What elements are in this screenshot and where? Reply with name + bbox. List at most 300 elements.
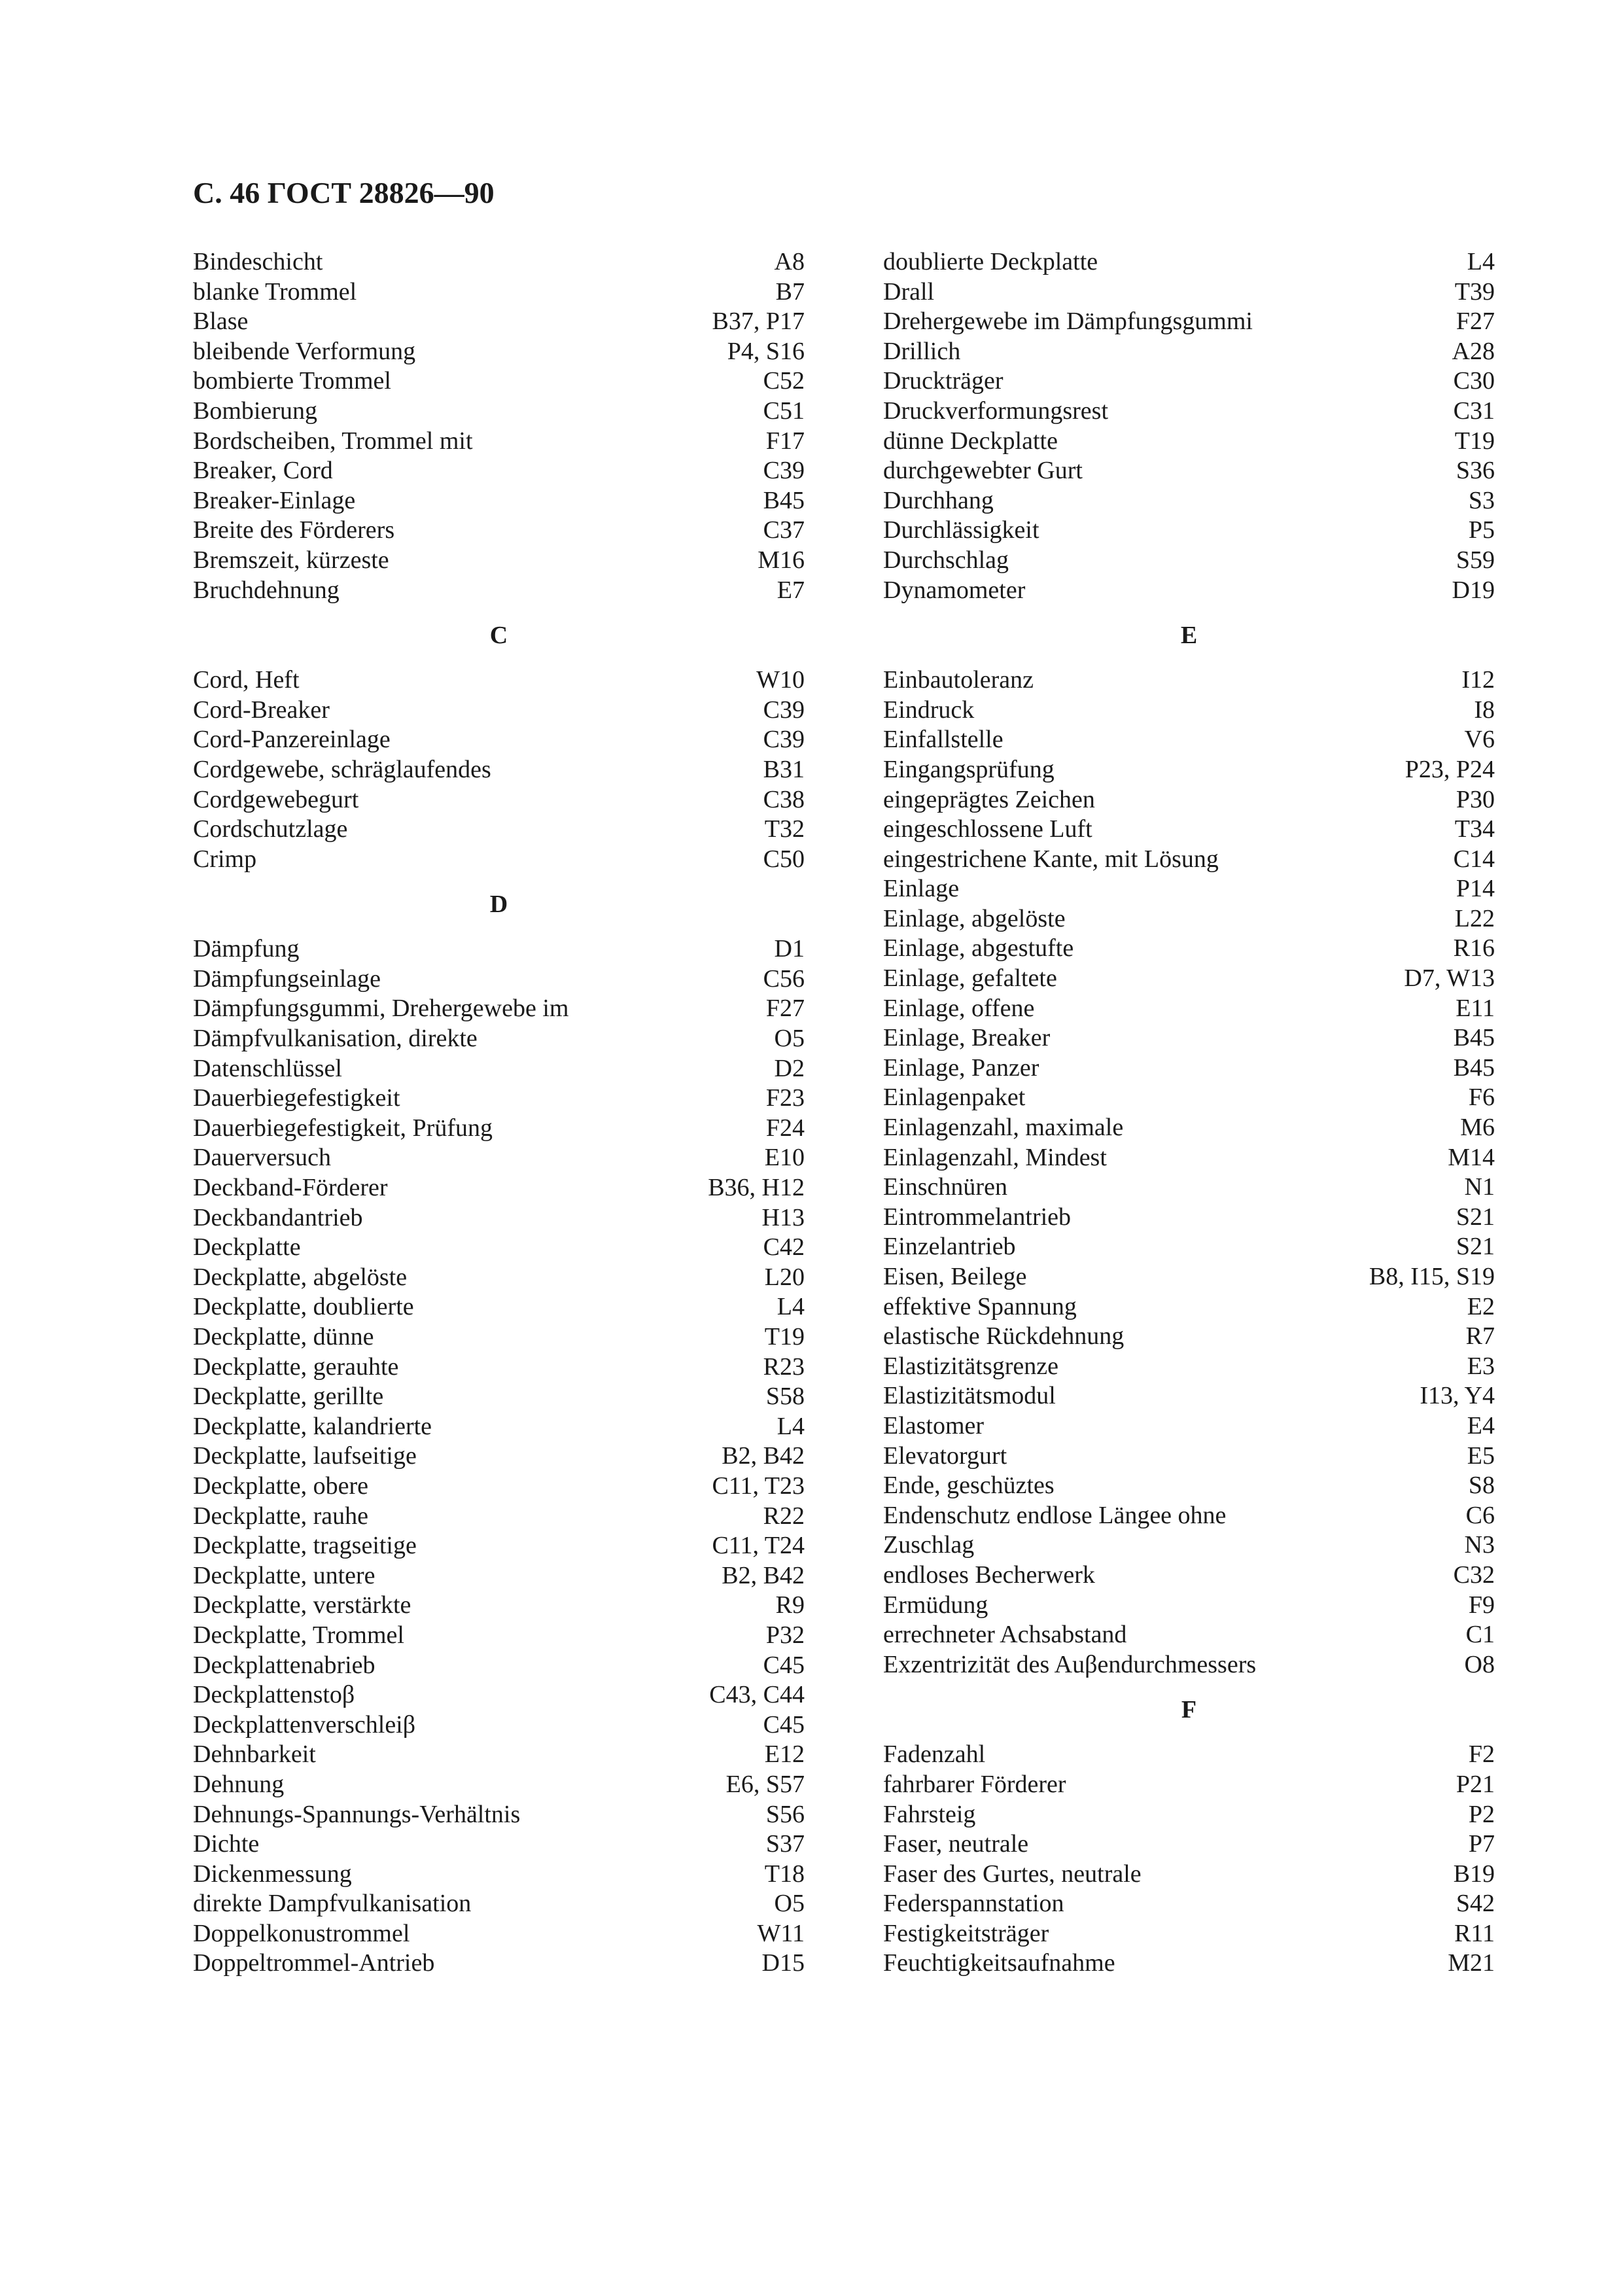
- index-term: Eingangsprüfung: [883, 755, 1055, 783]
- index-term: durchgewebter Gurt: [883, 457, 1083, 485]
- index-code: F6: [1468, 1084, 1495, 1112]
- index-term: Drillich: [883, 337, 961, 365]
- index-term: Einlage, Panzer: [883, 1053, 1039, 1082]
- index-term: Druckverformungsrest: [883, 397, 1109, 425]
- index-term: blanke Trommel: [193, 277, 357, 306]
- index-term: Dynamometer: [883, 576, 1026, 604]
- index-term: Deckplatte, rauhe: [193, 1502, 368, 1530]
- index-code: B37, P17: [712, 308, 805, 336]
- index-code: F23: [765, 1084, 805, 1112]
- index-entry: [883, 427, 1495, 457]
- index-term: Drall: [883, 277, 935, 306]
- index-term: endloses Becherwerk: [883, 1561, 1095, 1589]
- index-code: I12: [1461, 666, 1495, 694]
- index-term: Faser, neutrale: [883, 1830, 1029, 1858]
- index-code: W11: [757, 1919, 805, 1947]
- index-term: Deckplatte, obere: [193, 1472, 368, 1500]
- index-term: Ermüdung: [883, 1591, 988, 1619]
- index-code: E2: [1467, 1292, 1495, 1320]
- index-code: C11, T24: [712, 1532, 805, 1560]
- index-entry: [883, 1262, 1495, 1292]
- index-term: Dickenmessung: [193, 1860, 352, 1888]
- index-term: Deckbandantrieb: [193, 1203, 363, 1231]
- index-term: Einlagenpaket: [883, 1084, 1026, 1112]
- index-code: E6, S57: [725, 1770, 805, 1798]
- index-entry: [193, 1949, 805, 1979]
- index-term: Exzentrizität des Auβendurchmessers: [883, 1650, 1257, 1678]
- index-code: L4: [777, 1412, 805, 1440]
- index-term: Einlage: [883, 875, 960, 903]
- index-entry: [883, 1561, 1495, 1591]
- index-entry: [883, 1889, 1495, 1919]
- index-code: P30: [1456, 785, 1495, 813]
- index-term: Cord, Heft: [193, 666, 300, 694]
- index-term: Deckplattenverschleiβ: [193, 1710, 416, 1739]
- index-code: C31: [1453, 397, 1495, 425]
- index-code: S36: [1456, 457, 1495, 485]
- index-code: O5: [774, 1025, 805, 1053]
- index-code: F2: [1468, 1740, 1495, 1769]
- index-code: B7: [775, 277, 805, 306]
- index-entry: [883, 1471, 1495, 1501]
- index-term: Deckplattenstoβ: [193, 1681, 355, 1709]
- index-entry: [883, 1322, 1495, 1352]
- index-entry: [193, 1889, 805, 1919]
- index-code: E11: [1456, 994, 1495, 1022]
- index-entry: [883, 1083, 1495, 1113]
- index-code: L22: [1454, 904, 1495, 932]
- index-entry: [193, 1591, 805, 1621]
- index-entry: [193, 576, 805, 606]
- index-entry: [193, 1651, 805, 1681]
- index-entry: [193, 1114, 805, 1144]
- index-entry: [193, 427, 805, 457]
- index-entry: [883, 1530, 1495, 1561]
- index-entry: [193, 486, 805, 516]
- index-code: N3: [1464, 1531, 1495, 1559]
- index-term: Einschnüren: [883, 1173, 1007, 1201]
- index-entry: [883, 1740, 1495, 1770]
- section-letter: E: [1180, 622, 1198, 650]
- index-entry: [883, 1143, 1495, 1173]
- index-code: S58: [765, 1383, 805, 1411]
- index-code: E7: [777, 576, 805, 604]
- index-entry: [193, 1621, 805, 1651]
- index-term: Elevatorgurt: [883, 1441, 1007, 1470]
- index-term: Breaker-Einlage: [193, 486, 356, 514]
- index-entry: [883, 1949, 1495, 1979]
- index-code: C43, C44: [709, 1681, 805, 1709]
- index-entry: [193, 1680, 805, 1710]
- index-term: errechneter Achsabstand: [883, 1621, 1127, 1649]
- index-entry: [193, 1740, 805, 1770]
- index-code: H13: [761, 1203, 805, 1231]
- index-entry: [193, 1024, 805, 1054]
- index-term: Dehnungs-Spannungs-Verhältnis: [193, 1800, 521, 1828]
- index-entry: [193, 1860, 805, 1890]
- index-entry: [193, 1412, 805, 1442]
- index-entry: [883, 576, 1495, 606]
- index-term: Doppelkonustrommel: [193, 1919, 410, 1947]
- index-code: F27: [765, 995, 805, 1023]
- index-code: W10: [756, 666, 805, 694]
- index-code: T34: [1454, 815, 1495, 843]
- index-entry: [883, 1292, 1495, 1322]
- index-entry: [193, 665, 805, 696]
- index-entry: [193, 456, 805, 486]
- index-code: A8: [774, 248, 805, 275]
- index-term: doublierte Deckplatte: [883, 248, 1098, 275]
- index-entry: [193, 994, 805, 1024]
- index-code: C56: [763, 964, 805, 993]
- index-entry: [883, 1919, 1495, 1949]
- index-term: Festigkeitsträger: [883, 1919, 1049, 1947]
- index-entry: [193, 1322, 805, 1352]
- index-code: C45: [763, 1710, 805, 1739]
- index-term: Deckplatte, dünne: [193, 1323, 374, 1351]
- index-code: O5: [774, 1890, 805, 1918]
- index-code: M21: [1448, 1949, 1495, 1977]
- index-entry: [883, 1232, 1495, 1262]
- index-code: D1: [774, 935, 805, 963]
- index-term: eingestrichene Kante, mit Lösung: [883, 845, 1219, 873]
- index-entry: [883, 1620, 1495, 1650]
- index-entry: [193, 1084, 805, 1114]
- index-entry: [193, 1263, 805, 1293]
- index-term: Einlagenzahl, maximale: [883, 1114, 1124, 1142]
- index-entry: [193, 755, 805, 785]
- index-code: C30: [1453, 367, 1495, 395]
- index-term: Eintrommelantrieb: [883, 1203, 1072, 1231]
- index-code: C14: [1453, 845, 1495, 873]
- index-entry: [193, 815, 805, 845]
- index-code: B8, I15, S19: [1369, 1263, 1495, 1290]
- index-term: dünne Deckplatte: [883, 427, 1058, 455]
- index-code: P7: [1468, 1830, 1495, 1858]
- index-code: C37: [763, 516, 805, 544]
- index-term: Dehnung: [193, 1770, 285, 1798]
- index-code: R16: [1453, 934, 1495, 963]
- index-term: Deckplatte, abgelöste: [193, 1263, 408, 1291]
- index-entry: [193, 247, 805, 277]
- index-code: S8: [1468, 1472, 1495, 1500]
- index-entry: [193, 1203, 805, 1233]
- index-entry: [193, 1829, 805, 1860]
- index-code: L4: [1467, 248, 1495, 275]
- index-code: T19: [1454, 427, 1495, 455]
- index-entry: [883, 1829, 1495, 1860]
- index-code: C6: [1465, 1501, 1495, 1529]
- index-entry: [883, 845, 1495, 875]
- section-letter: D: [489, 891, 508, 919]
- index-term: Deckplatte, verstärkte: [193, 1591, 411, 1619]
- index-code: P23, P24: [1405, 755, 1495, 783]
- index-entry: [193, 725, 805, 755]
- index-code: B19: [1453, 1860, 1495, 1888]
- index-code: B45: [1453, 1053, 1495, 1082]
- index-code: C11, T23: [712, 1472, 805, 1500]
- index-entry: [193, 1173, 805, 1203]
- index-code: C52: [763, 367, 805, 395]
- index-entry: [883, 815, 1495, 845]
- index-term: Einlage, abgestufte: [883, 934, 1074, 963]
- index-term: Doppeltrommel-Antrieb: [193, 1949, 435, 1977]
- index-term: Durchlässigkeit: [883, 516, 1039, 544]
- index-code: S59: [1456, 546, 1495, 574]
- index-entry: [883, 1770, 1495, 1800]
- index-entry: [883, 1173, 1495, 1203]
- index-entry: [193, 516, 805, 546]
- index-entry: [193, 397, 805, 427]
- index-code: T19: [764, 1323, 805, 1351]
- index-term: Ende, geschüztes: [883, 1472, 1055, 1500]
- index-code: B2, B42: [722, 1442, 805, 1470]
- index-code: S3: [1468, 486, 1495, 514]
- index-code: C39: [763, 696, 805, 724]
- index-entry: [193, 1233, 805, 1263]
- index-term: Deckplattenabrieb: [193, 1651, 375, 1679]
- index-entry: [193, 1441, 805, 1472]
- index-term: Fadenzahl: [883, 1740, 986, 1769]
- index-entry: [883, 1800, 1495, 1830]
- index-entry: [193, 1502, 805, 1532]
- index-code: M14: [1448, 1143, 1495, 1171]
- index-entry: [883, 1411, 1495, 1441]
- index-term: Cordschutzlage: [193, 815, 348, 843]
- index-code: M16: [758, 546, 805, 574]
- index-term: effektive Spannung: [883, 1292, 1077, 1320]
- index-term: Deckplatte, gerauhte: [193, 1352, 399, 1381]
- index-entry: [193, 934, 805, 964]
- index-code: C39: [763, 726, 805, 754]
- index-term: Deckplatte, laufseitige: [193, 1442, 417, 1470]
- index-code: C50: [763, 845, 805, 873]
- index-code: E10: [764, 1144, 805, 1172]
- index-term: Einzelantrieb: [883, 1233, 1016, 1261]
- index-code: B31: [763, 755, 805, 783]
- index-term: Drehergewebe im Dämpfungsgummi: [883, 308, 1253, 336]
- index-code: T39: [1454, 277, 1495, 306]
- index-term: Deckplatte, Trommel: [193, 1621, 404, 1649]
- index-entry: [193, 1352, 805, 1383]
- index-term: Dämpfung: [193, 935, 300, 963]
- index-code: P2: [1468, 1800, 1495, 1828]
- index-entry: [883, 1591, 1495, 1621]
- index-code: B2, B42: [722, 1561, 805, 1589]
- index-entry: [883, 307, 1495, 337]
- index-term: Endenschutz endlose Längee ohne: [883, 1501, 1227, 1529]
- page-header: С. 46 ГОСТ 28826—90: [193, 176, 495, 209]
- index-entry: [193, 964, 805, 995]
- index-term: Datenschlüssel: [193, 1054, 342, 1082]
- index-entry: [883, 1860, 1495, 1890]
- index-term: Dichte: [193, 1830, 260, 1858]
- index-entry: [883, 725, 1495, 755]
- index-code: T32: [764, 815, 805, 843]
- index-code: B45: [1453, 1024, 1495, 1052]
- index-code: C38: [763, 785, 805, 813]
- index-term: elastische Rückdehnung: [883, 1322, 1125, 1351]
- index-term: bleibende Verformung: [193, 337, 416, 365]
- index-code: E4: [1467, 1411, 1495, 1439]
- index-term: Dauerversuch: [193, 1144, 332, 1172]
- index-term: Deckplatte, doublierte: [193, 1293, 414, 1321]
- index-term: Einlage, offene: [883, 994, 1035, 1022]
- index-term: Elastizitätsmodul: [883, 1382, 1056, 1410]
- index-term: Feuchtigkeitsaufnahme: [883, 1949, 1115, 1977]
- index-entry: [883, 904, 1495, 934]
- index-code: S56: [765, 1800, 805, 1828]
- index-column-left: [193, 247, 805, 1979]
- index-term: Elastomer: [883, 1411, 985, 1439]
- index-term: Dauerbiegefestigkeit: [193, 1084, 400, 1112]
- index-entry: [883, 964, 1495, 994]
- index-term: direkte Dampfvulkanisation: [193, 1890, 472, 1918]
- index-code: E3: [1467, 1352, 1495, 1380]
- index-term: Durchschlag: [883, 546, 1009, 574]
- index-entry: [193, 1561, 805, 1591]
- index-term: eingeschlossene Luft: [883, 815, 1092, 843]
- index-code: D7, W13: [1404, 964, 1495, 993]
- index-term: Deckplatte, untere: [193, 1561, 375, 1589]
- index-entry: [883, 1352, 1495, 1382]
- index-entry: [883, 994, 1495, 1024]
- index-term: Dämpfungsgummi, Drehergewebe im: [193, 995, 569, 1023]
- index-code: P21: [1456, 1770, 1495, 1798]
- index-code: I13, Y4: [1420, 1382, 1495, 1410]
- index-code: F9: [1468, 1591, 1495, 1619]
- index-entry: [193, 1382, 805, 1412]
- index-term: Deckplatte, kalandrierte: [193, 1412, 432, 1440]
- index-entry: [193, 366, 805, 397]
- index-entry: [883, 1023, 1495, 1053]
- index-code: V6: [1464, 726, 1495, 754]
- index-entry: [193, 337, 805, 367]
- index-entry: [883, 696, 1495, 726]
- index-code: R11: [1454, 1919, 1495, 1947]
- index-term: Dämpfvulkanisation, direkte: [193, 1025, 478, 1053]
- index-entry: [883, 366, 1495, 397]
- index-code: D19: [1452, 576, 1495, 604]
- section-letter: F: [1181, 1696, 1197, 1724]
- index-code: I8: [1474, 696, 1495, 724]
- index-code: T18: [764, 1860, 805, 1888]
- index-entry: [193, 696, 805, 726]
- index-entry: [193, 1770, 805, 1800]
- index-code: E5: [1467, 1441, 1495, 1470]
- index-term: Bruchdehnung: [193, 576, 340, 604]
- index-term: Cord-Panzereinlage: [193, 726, 391, 754]
- index-code: S21: [1456, 1233, 1495, 1261]
- index-entry: [883, 755, 1495, 785]
- index-entry: [883, 247, 1495, 277]
- index-entry: [193, 1919, 805, 1949]
- index-term: Einlagenzahl, Mindest: [883, 1143, 1107, 1171]
- index-term: Elastizitätsgrenze: [883, 1352, 1058, 1380]
- index-entry: [883, 1053, 1495, 1084]
- index-entry: [883, 785, 1495, 815]
- index-entry: [193, 1292, 805, 1322]
- index-code: F27: [1456, 308, 1495, 336]
- index-entry: [193, 546, 805, 576]
- index-term: Faser des Gurtes, neutrale: [883, 1860, 1142, 1888]
- index-entry: [883, 874, 1495, 904]
- index-term: Einlage, abgelöste: [883, 904, 1066, 932]
- index-term: bombierte Trommel: [193, 367, 391, 395]
- index-entry: [883, 516, 1495, 546]
- index-code: D15: [761, 1949, 805, 1977]
- index-code: S37: [765, 1830, 805, 1858]
- index-term: Fahrsteig: [883, 1800, 976, 1828]
- index-term: Federspannstation: [883, 1890, 1064, 1918]
- index-code: R23: [763, 1352, 805, 1381]
- index-code: O8: [1464, 1650, 1495, 1678]
- index-entry: [193, 1143, 805, 1173]
- index-code: D2: [774, 1054, 805, 1082]
- index-entry: [193, 785, 805, 815]
- index-code: C32: [1453, 1561, 1495, 1589]
- index-entry: [193, 1054, 805, 1084]
- index-term: Crimp: [193, 845, 257, 873]
- index-term: Bremszeit, kürzeste: [193, 546, 389, 574]
- index-code: B36, H12: [708, 1174, 805, 1202]
- index-entry: [193, 1710, 805, 1740]
- index-code: S42: [1456, 1890, 1495, 1918]
- index-code: C39: [763, 457, 805, 485]
- index-code: B45: [763, 486, 805, 514]
- index-code: A28: [1452, 337, 1495, 365]
- index-term: Durchhang: [883, 486, 994, 514]
- index-code: P4, S16: [727, 337, 805, 365]
- index-term: Deckband-Förderer: [193, 1174, 388, 1202]
- index-term: Cordgewebegurt: [193, 785, 359, 813]
- index-code: M6: [1460, 1114, 1495, 1142]
- index-term: Einlage, gefaltete: [883, 964, 1057, 993]
- index-code: S21: [1456, 1203, 1495, 1231]
- index-entry: [883, 337, 1495, 367]
- index-entry: [193, 307, 805, 337]
- index-term: eingeprägtes Zeichen: [883, 785, 1095, 813]
- index-term: Eindruck: [883, 696, 975, 724]
- index-code: C42: [763, 1233, 805, 1262]
- index-term: Breite des Förderers: [193, 516, 395, 544]
- index-entry: [193, 1800, 805, 1830]
- index-code: R7: [1465, 1322, 1495, 1351]
- index-term: Bombierung: [193, 397, 317, 425]
- index-entry: [193, 845, 805, 875]
- index-term: Dämpfungseinlage: [193, 964, 381, 993]
- section-letter: C: [489, 622, 508, 650]
- index-code: P32: [765, 1621, 805, 1649]
- index-entry: [883, 277, 1495, 308]
- index-code: F24: [765, 1114, 805, 1142]
- index-code: P14: [1456, 875, 1495, 903]
- index-code: P5: [1468, 516, 1495, 544]
- index-entry: [193, 277, 805, 308]
- index-code: C45: [763, 1651, 805, 1679]
- index-term: fahrbarer Förderer: [883, 1770, 1066, 1798]
- index-term: Bindeschicht: [193, 248, 323, 275]
- index-code: R22: [763, 1502, 805, 1530]
- index-code: N1: [1464, 1173, 1495, 1201]
- index-column-right: [883, 247, 1495, 1979]
- index-term: Einlage, Breaker: [883, 1024, 1051, 1052]
- index-term: Dauerbiegefestigkeit, Prüfung: [193, 1114, 493, 1142]
- index-term: Blase: [193, 308, 249, 336]
- index-code: R9: [775, 1591, 805, 1619]
- index-code: E12: [764, 1740, 805, 1769]
- index-entry: [883, 1441, 1495, 1472]
